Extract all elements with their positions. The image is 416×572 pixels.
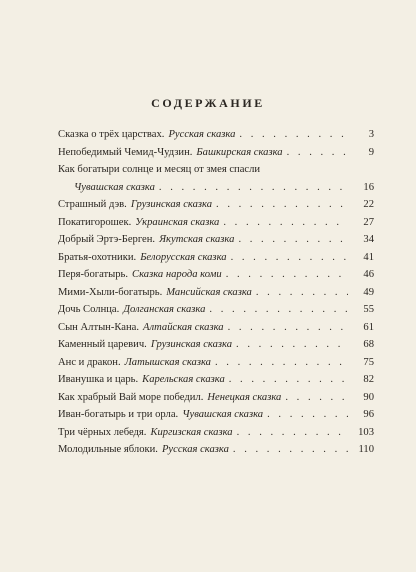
- toc-entry: [58, 196, 374, 214]
- toc-entry-page: 110: [358, 444, 374, 455]
- toc-entry-genre: Грузинская сказка: [150, 339, 233, 350]
- toc-entry-page: 22: [363, 199, 374, 210]
- toc-entry: [58, 161, 374, 179]
- dot-leader: [155, 179, 348, 197]
- toc-entry-page: 49: [363, 286, 374, 298]
- toc-entry: [58, 319, 374, 337]
- toc-entry: [58, 389, 374, 407]
- dot-leader: [235, 126, 348, 144]
- toc-entry: [58, 249, 374, 267]
- toc-entry: [58, 284, 374, 302]
- toc-entry-title: Перя-богатырь.: [58, 269, 129, 280]
- page-title: СОДЕРЖАНИЕ: [151, 96, 265, 110]
- toc-entry-title: Дочь Солнца.: [58, 304, 120, 315]
- toc-entry: [58, 336, 374, 354]
- toc-entry-title: Как богатыри солнце и месяц от змея спасли: [58, 164, 261, 175]
- toc-entry-page: 103: [358, 426, 374, 438]
- toc-entry-title: Мими-Хыли-богатырь.: [58, 286, 163, 298]
- dot-leader: [233, 424, 348, 442]
- toc-entry-genre: Долганская сказка: [123, 304, 206, 315]
- toc-entry-genre: Чувашская сказка: [182, 409, 264, 420]
- dot-leader: [222, 266, 348, 284]
- toc-entry-genre: Белорусская сказка: [140, 251, 227, 263]
- table-of-contents: [58, 126, 374, 459]
- toc-entry-title: Сын Алтын-Кана.: [58, 321, 140, 333]
- toc-entry: [58, 266, 374, 284]
- toc-entry-page: 9: [368, 146, 374, 158]
- toc-entry-page: 90: [363, 391, 374, 403]
- dot-leader: [219, 214, 348, 232]
- toc-entry-title: Иванушка и царь.: [58, 374, 139, 385]
- toc-entry-page: 16: [363, 181, 374, 193]
- toc-entry-title: Непобедимый Чемид-Чудзин.: [58, 146, 193, 158]
- toc-entry-genre: Мансийская сказка: [166, 286, 252, 298]
- toc-entry: [58, 301, 374, 319]
- toc-entry-title: Страшный дэв.: [58, 199, 127, 210]
- toc-entry-title: Добрый Эртэ-Берген.: [58, 234, 156, 245]
- dot-leader: [232, 336, 348, 354]
- toc-entry-genre: Грузинская сказка: [130, 199, 213, 210]
- toc-entry-genre: Карельская сказка: [142, 374, 225, 385]
- dot-leader: [263, 406, 348, 424]
- toc-entry-title: Покатигорошек.: [58, 216, 132, 228]
- dot-leader: [234, 231, 348, 249]
- toc-entry-genre: Русская сказка: [168, 129, 236, 140]
- toc-entry-title: Каменный царевич.: [58, 339, 147, 350]
- toc-entry: [58, 371, 374, 389]
- toc-entry: [58, 441, 374, 459]
- toc-entry-page: 96: [363, 409, 374, 420]
- dot-leader: [227, 249, 348, 267]
- toc-entry: [58, 406, 374, 424]
- toc-entry-genre: Русская сказка: [161, 444, 229, 455]
- toc-entry-title: Как храбрый Вай море победил.: [58, 391, 204, 403]
- dot-leader: [205, 301, 348, 319]
- toc-entry-page: 34: [363, 234, 374, 245]
- toc-entry: [58, 144, 374, 162]
- toc-entry: [58, 214, 374, 232]
- toc-entry-page: 75: [363, 356, 374, 368]
- toc-entry-genre: Сказка народа коми: [132, 269, 222, 280]
- toc-entry-page: 46: [363, 269, 374, 280]
- toc-entry-genre: Украинская сказка: [135, 216, 220, 228]
- toc-entry-page: 68: [363, 339, 374, 350]
- toc-entry-page: 27: [363, 216, 374, 228]
- toc-entry-page: 3: [368, 129, 374, 140]
- toc-entry-genre: Киргизская сказка: [150, 426, 233, 438]
- dot-leader: [281, 389, 348, 407]
- dot-leader: [252, 284, 348, 302]
- toc-entry-title: Иван-богатырь и три орла.: [58, 409, 179, 420]
- toc-entry-genre: Латышская сказка: [124, 356, 211, 368]
- toc-entry-page: 55: [363, 304, 374, 315]
- dot-leader: [283, 144, 348, 162]
- toc-entry-genre: Якутская сказка: [159, 234, 235, 245]
- toc-entry-page: 41: [363, 251, 374, 263]
- toc-entry-genre: Алтайская сказка: [143, 321, 224, 333]
- toc-entry-title: Молодильные яблоки.: [58, 444, 158, 455]
- toc-entry-page: 61: [363, 321, 374, 333]
- toc-entry-page: 82: [363, 374, 374, 385]
- toc-entry-genre: Ненецкая сказка: [207, 391, 282, 403]
- toc-entry-title: Анс и дракон.: [58, 356, 121, 368]
- toc-entry: [58, 424, 374, 442]
- toc-entry-title: Три чёрных лебедя.: [58, 426, 147, 438]
- toc-entry: [58, 126, 374, 144]
- toc-entry: [58, 354, 374, 372]
- dot-leader: [225, 371, 348, 389]
- dot-leader: [229, 441, 348, 459]
- dot-leader: [212, 196, 348, 214]
- dot-leader: [224, 319, 348, 337]
- toc-entry-genre: Чувашская сказка: [74, 181, 155, 193]
- dot-leader: [211, 354, 348, 372]
- toc-entry: [58, 179, 374, 197]
- toc-entry: [58, 231, 374, 249]
- toc-entry-title: Сказка о трёх царствах.: [58, 129, 165, 140]
- toc-entry-genre: Башкирская сказка: [196, 146, 283, 158]
- toc-entry-title: Братья-охотники.: [58, 251, 137, 263]
